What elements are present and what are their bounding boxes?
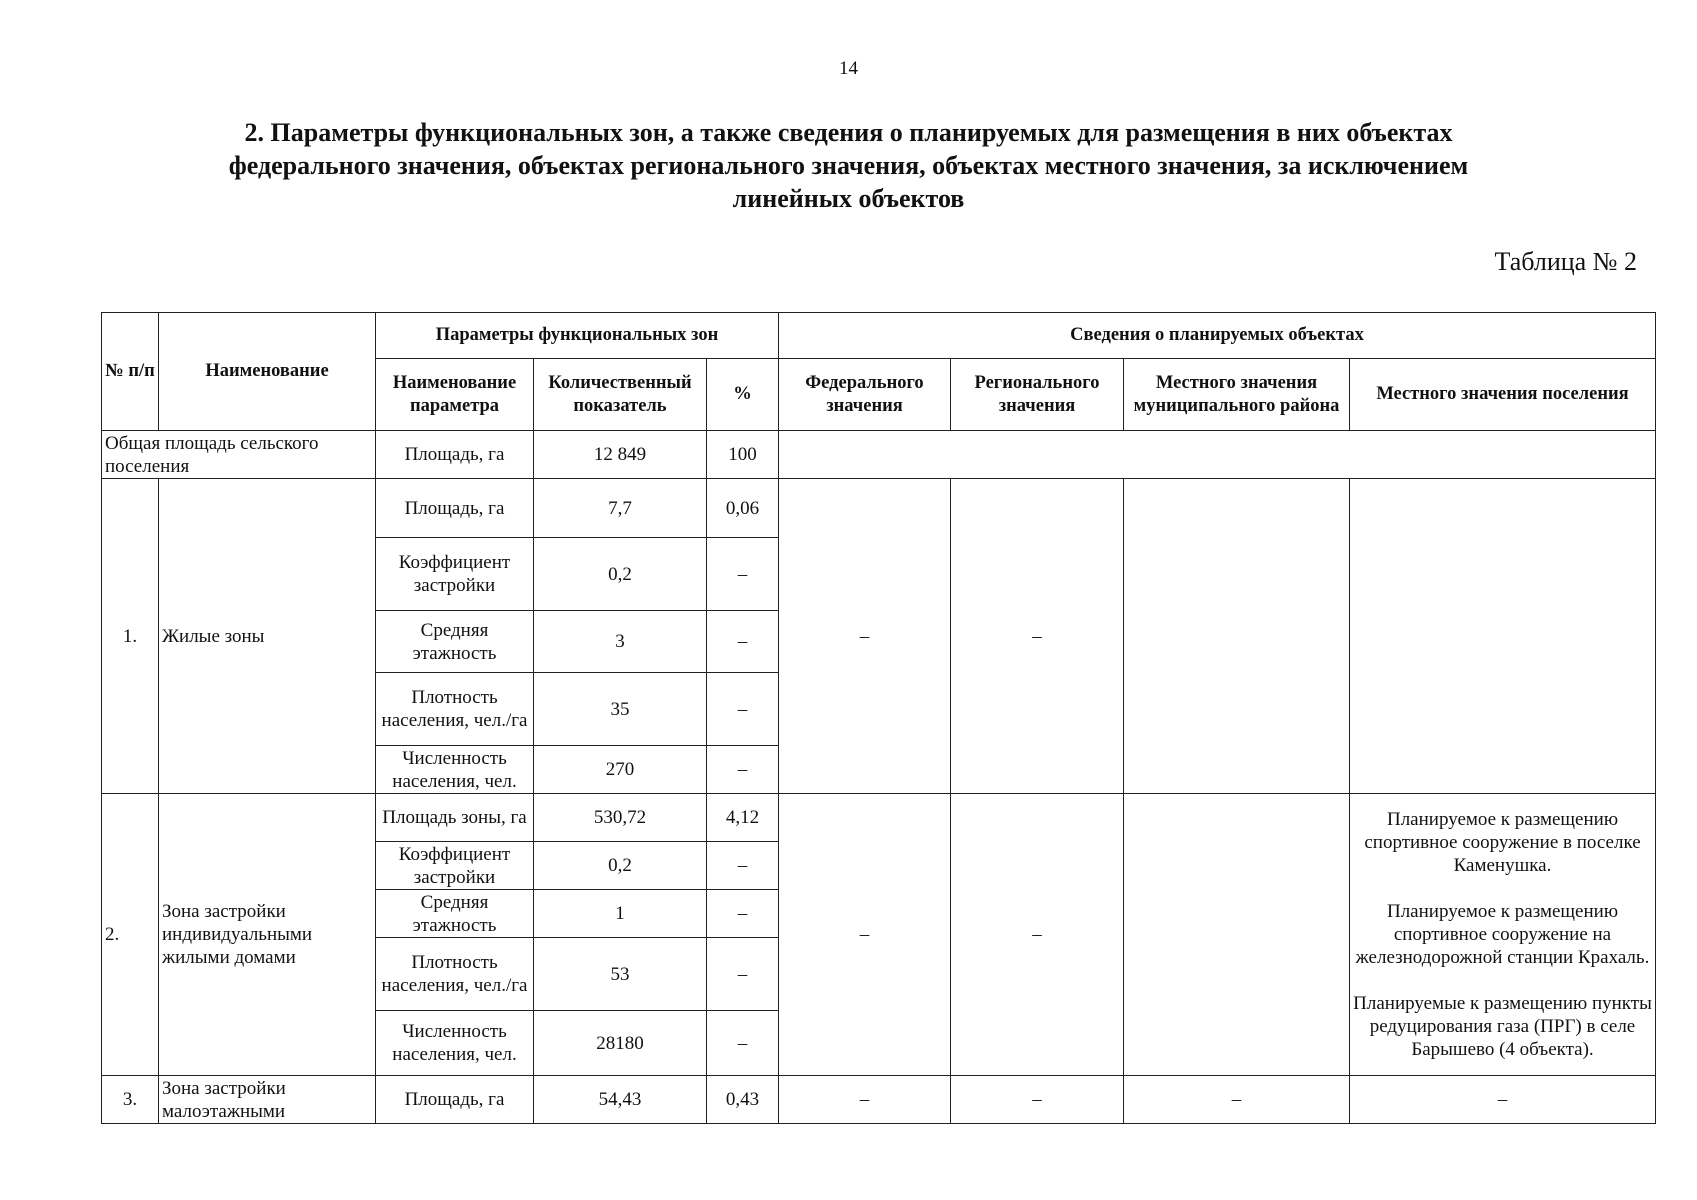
param-percent: 0,43 xyxy=(707,1076,779,1124)
heading-line-1: 2. Параметры функциональных зон, а также сведения о планируемых для размещения в них объектах xyxy=(244,118,1453,147)
settlement-item: Планируемое к размещению спортивное сооружение на железнодорожной станции Крахаль. xyxy=(1355,901,1650,968)
settlement-item: Планируемые к размещению пункты редуцирования газа (ПРГ) в селе Барышево (4 объекта). xyxy=(1353,993,1652,1060)
zone2-municipal xyxy=(1124,794,1350,1076)
total-param: Площадь, га xyxy=(376,431,534,479)
param-value: 1 xyxy=(534,890,707,938)
param-value: 7,7 xyxy=(534,479,707,538)
param-name: Численность населения, чел. xyxy=(376,746,534,794)
zone2-federal: – xyxy=(779,794,951,1076)
param-percent: – xyxy=(707,938,779,1011)
header-quantity: Количественный показатель xyxy=(534,359,707,431)
zone3-settlement: – xyxy=(1350,1076,1656,1124)
param-name: Площадь, га xyxy=(376,1076,534,1124)
header-federal: Федерального значения xyxy=(779,359,951,431)
param-value: 0,2 xyxy=(534,842,707,890)
zone2-name: Зона застройки индивидуальными жилыми домами xyxy=(159,794,376,1076)
param-name: Средняя этажность xyxy=(376,611,534,673)
param-name: Средняя этажность xyxy=(376,890,534,938)
header-percent: % xyxy=(707,359,779,431)
zone2-regional: – xyxy=(951,794,1124,1076)
total-objects-empty xyxy=(779,431,1656,479)
table-row xyxy=(102,479,1656,538)
param-value: 530,72 xyxy=(534,794,707,842)
zone1-settlement xyxy=(1350,479,1656,794)
table-caption: Таблица № 2 xyxy=(1494,247,1637,276)
total-percent: 100 xyxy=(707,431,779,479)
heading-line-2: федерального значения, объектах регионального значения, объектах местного значения, за исключением xyxy=(228,151,1469,180)
zone3-municipal: – xyxy=(1124,1076,1350,1124)
zone3-regional: – xyxy=(951,1076,1124,1124)
section-heading xyxy=(100,116,1597,215)
param-name: Плотность населения, чел./га xyxy=(376,673,534,746)
settlement-item: Планируемое к размещению спортивное сооружение в поселке Каменушка. xyxy=(1364,809,1641,876)
zone3-name: Зона застройки малоэтажными xyxy=(159,1076,376,1124)
param-value: 0,2 xyxy=(534,538,707,611)
param-name: Плотность населения, чел./га xyxy=(376,938,534,1011)
param-value: 28180 xyxy=(534,1011,707,1076)
zone3-num: 3. xyxy=(102,1076,159,1124)
param-percent: – xyxy=(707,673,779,746)
header-regional: Регионального значения xyxy=(951,359,1124,431)
param-name: Коэффициент застройки xyxy=(376,842,534,890)
header-objects-group: Сведения о планируемых объектах xyxy=(779,313,1656,359)
header-params-group: Параметры функциональных зон xyxy=(376,313,779,359)
header-name: Наименование xyxy=(159,313,376,431)
param-percent: – xyxy=(707,842,779,890)
zone3-federal: – xyxy=(779,1076,951,1124)
param-percent: – xyxy=(707,1011,779,1076)
table-row xyxy=(102,794,1656,842)
param-percent: – xyxy=(707,746,779,794)
param-percent: 0,06 xyxy=(707,479,779,538)
zone2-settlement xyxy=(1350,794,1656,1076)
param-value: 54,43 xyxy=(534,1076,707,1124)
param-name: Площадь, га xyxy=(376,479,534,538)
param-value: 53 xyxy=(534,938,707,1011)
param-name: Площадь зоны, га xyxy=(376,794,534,842)
param-value: 270 xyxy=(534,746,707,794)
zone1-federal: – xyxy=(779,479,951,794)
zone1-regional: – xyxy=(951,479,1124,794)
total-name: Общая площадь сельского поселения xyxy=(102,431,376,479)
heading-line-3: линейных объектов xyxy=(732,184,965,213)
table-row xyxy=(102,1076,1656,1124)
param-name: Численность населения, чел. xyxy=(376,1011,534,1076)
zone2-num: 2. xyxy=(102,794,159,1076)
zones-table xyxy=(101,312,1656,1124)
param-percent: – xyxy=(707,890,779,938)
param-name: Коэффициент застройки xyxy=(376,538,534,611)
param-percent: 4,12 xyxy=(707,794,779,842)
total-value: 12 849 xyxy=(534,431,707,479)
param-value: 3 xyxy=(534,611,707,673)
param-value: 35 xyxy=(534,673,707,746)
header-settlement: Местного значения поселения xyxy=(1350,359,1656,431)
param-percent: – xyxy=(707,611,779,673)
zone1-num: 1. xyxy=(102,479,159,794)
table-row-total xyxy=(102,431,1656,479)
param-percent: – xyxy=(707,538,779,611)
zone1-name: Жилые зоны xyxy=(159,479,376,794)
header-param-name: Наименование параметра xyxy=(376,359,534,431)
page-number: 14 xyxy=(839,58,858,79)
header-municipal: Местного значения муниципального района xyxy=(1124,359,1350,431)
header-num: № п/п xyxy=(102,313,159,431)
zone1-municipal xyxy=(1124,479,1350,794)
